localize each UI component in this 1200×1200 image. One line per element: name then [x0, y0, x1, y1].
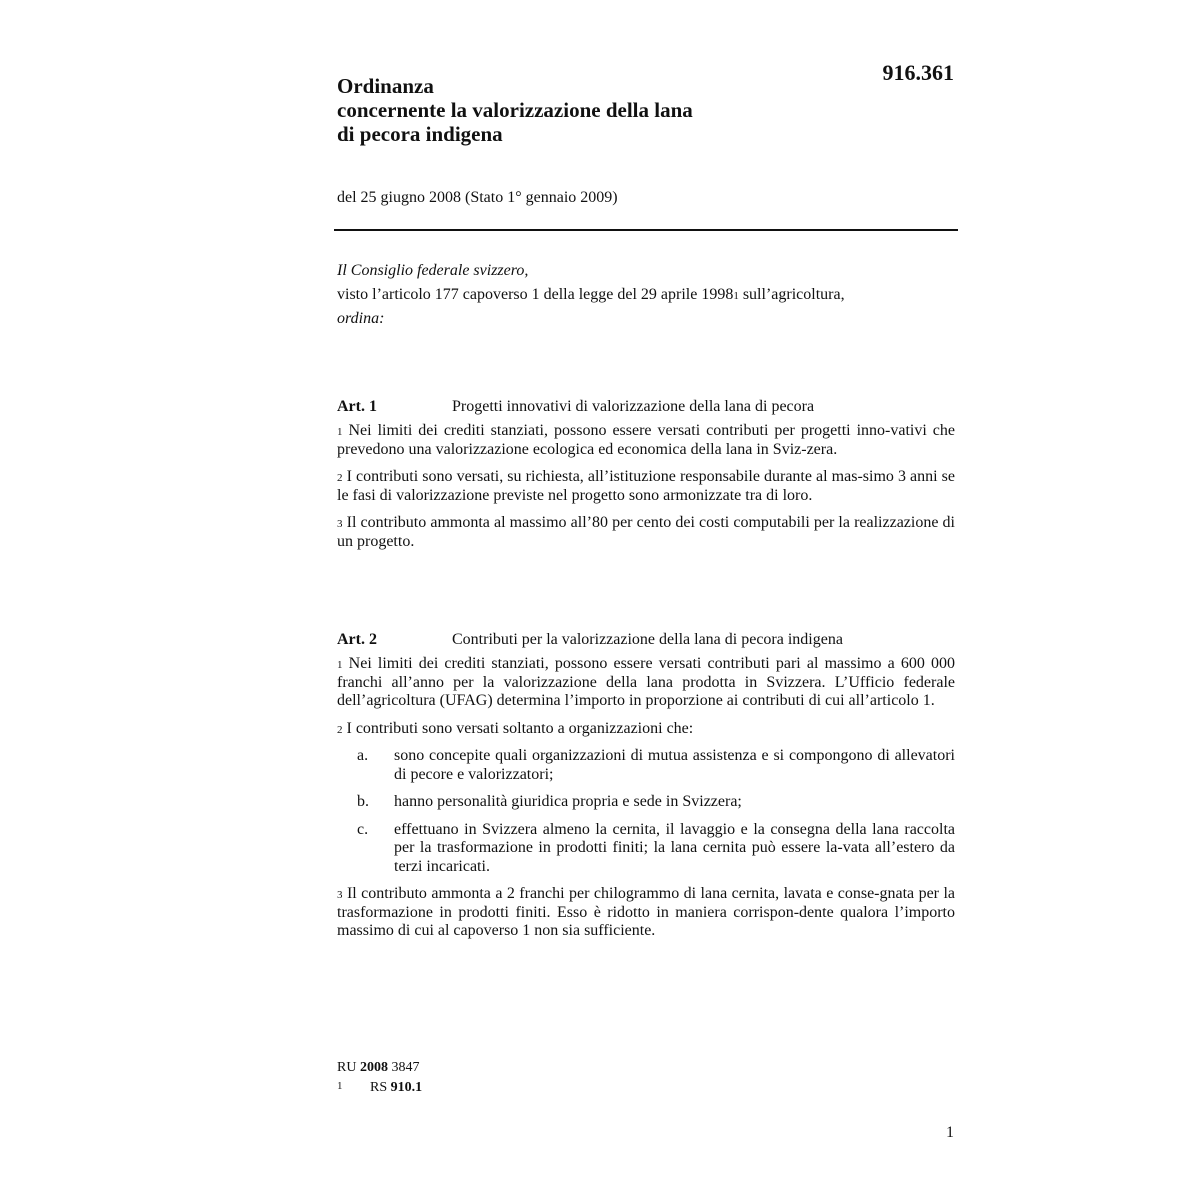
article-1-paragraph-1 — [337, 422, 955, 459]
paragraph-number: 1 — [337, 426, 343, 438]
paragraph-text: Nei limiti dei crediti stanziati, possono essere versati contributi pari al massimo a 600 000 franchi all’anno per la valorizzazione della lana prodotta in Svizzera. L’Ufficio federale dell’agricoltura (UFAG) determina l’importo in proporzione ai contributi di cui all’articolo 1. — [337, 655, 956, 709]
paragraph-number: 2 — [337, 723, 343, 736]
document-code: 916.361 — [882, 60, 954, 85]
article-1-title: Progetti innovativi di valorizzazione della lana di pecora — [452, 398, 815, 415]
title-line-2: concernente la valorizzazione della lana — [337, 98, 693, 122]
paragraph-number: 2 — [337, 472, 343, 484]
list-item-letter: b. — [357, 793, 369, 810]
article-1-number: Art. 1 — [337, 398, 377, 415]
ru-page: 3847 — [391, 1060, 420, 1075]
title-line-3: di pecora indigena — [337, 122, 503, 146]
article-2-list — [337, 747, 955, 876]
rs-number: 910.1 — [390, 1080, 423, 1095]
paragraph-text: Il contributo ammonta al massimo all’80 per cento dei costi computabili per la realizzazione di un progetto. — [337, 514, 956, 550]
list-item-text: effettuano in Svizzera almeno la cernita, il lavaggio e la consegna della lana raccolta per la trasformazione in prodotti finiti; la lana cernita può essere la-vata all’estero da terzi incaricati. — [394, 820, 955, 875]
article-2-heading — [337, 630, 955, 650]
article-2-title: Contributi per la valorizzazione della lana di pecora indigena — [452, 631, 843, 648]
visto-text: visto l’articolo 177 capoverso 1 della legge del 29 aprile 1998 — [337, 286, 734, 303]
paragraph-text: Nei limiti dei crediti stanziati, possono essere versati contributi per progetti inno-vativi che prevedono una valorizzazione ecologica ed economica della lana in Sviz-zera. — [337, 422, 955, 458]
paragraph-text: Il contributo ammonta a 2 franchi per chilogrammo di lana cernita, lavata e conse-gnata per la trasformazione in prodotti finiti. Esso è ridotto in maniera corrispon-dente qualora l’importo massimo di cui al capoverso 1 non sia sufficiente. — [337, 885, 955, 939]
title-line-1: Ordinanza — [337, 74, 434, 98]
paragraph-number: 3 — [337, 889, 343, 901]
list-item — [337, 793, 955, 812]
paragraph-number: 3 — [337, 518, 343, 530]
article-1-heading — [337, 397, 955, 417]
list-item-text: hanno personalità giuridica propria e sede in Svizzera; — [394, 793, 742, 810]
preamble-visto — [337, 283, 955, 307]
article-1-paragraph-3 — [337, 514, 955, 551]
article-1-paragraph-2 — [337, 468, 955, 505]
header-divider — [334, 229, 958, 231]
list-item-text: sono concepite quali organizzazioni di mutua assistenza e si compongono di allevatori di pecore e valorizzatori; — [394, 747, 955, 783]
paragraph-text: I contributi sono versati, su richiesta, all’istituzione responsabile durante al mas-simo 3 anni se le fasi di valorizzazione previste nel progetto sono armonizzate tra di loro. — [337, 468, 955, 504]
article-2-paragraph-2 — [337, 720, 955, 739]
list-item-letter: a. — [357, 747, 369, 764]
ru-year: 2008 — [359, 1060, 388, 1075]
page-number: 1 — [946, 1124, 954, 1141]
ru-reference — [337, 1058, 422, 1078]
preamble-ordina: ordina: — [337, 310, 385, 327]
paragraph-number: 1 — [337, 659, 343, 671]
rs-prefix: RS — [370, 1080, 388, 1095]
paragraph-text: I contributi sono versati soltanto a organizzazioni che: — [346, 719, 694, 737]
article-2-paragraph-1 — [337, 655, 955, 711]
footnote-1-mark: 1 — [337, 1080, 343, 1092]
footnotes — [337, 1058, 422, 1098]
footnote-ref-1[interactable]: 1 — [733, 290, 739, 302]
list-item-letter: c. — [357, 820, 369, 838]
visto-text-end: sull’agricoltura, — [738, 286, 845, 303]
preamble — [337, 259, 955, 331]
article-2-paragraph-3 — [337, 885, 955, 941]
preamble-council: Il Consiglio federale svizzero, — [337, 262, 529, 279]
ru-prefix: RU — [337, 1060, 357, 1075]
list-item — [337, 747, 955, 784]
document-date: del 25 giugno 2008 (Stato 1° gennaio 2009) — [337, 189, 618, 206]
article-2 — [337, 630, 955, 950]
article-2-number: Art. 2 — [337, 631, 377, 648]
article-1 — [337, 397, 955, 560]
list-item — [337, 821, 955, 877]
document-title — [337, 74, 837, 146]
footnote-1 — [337, 1078, 422, 1098]
